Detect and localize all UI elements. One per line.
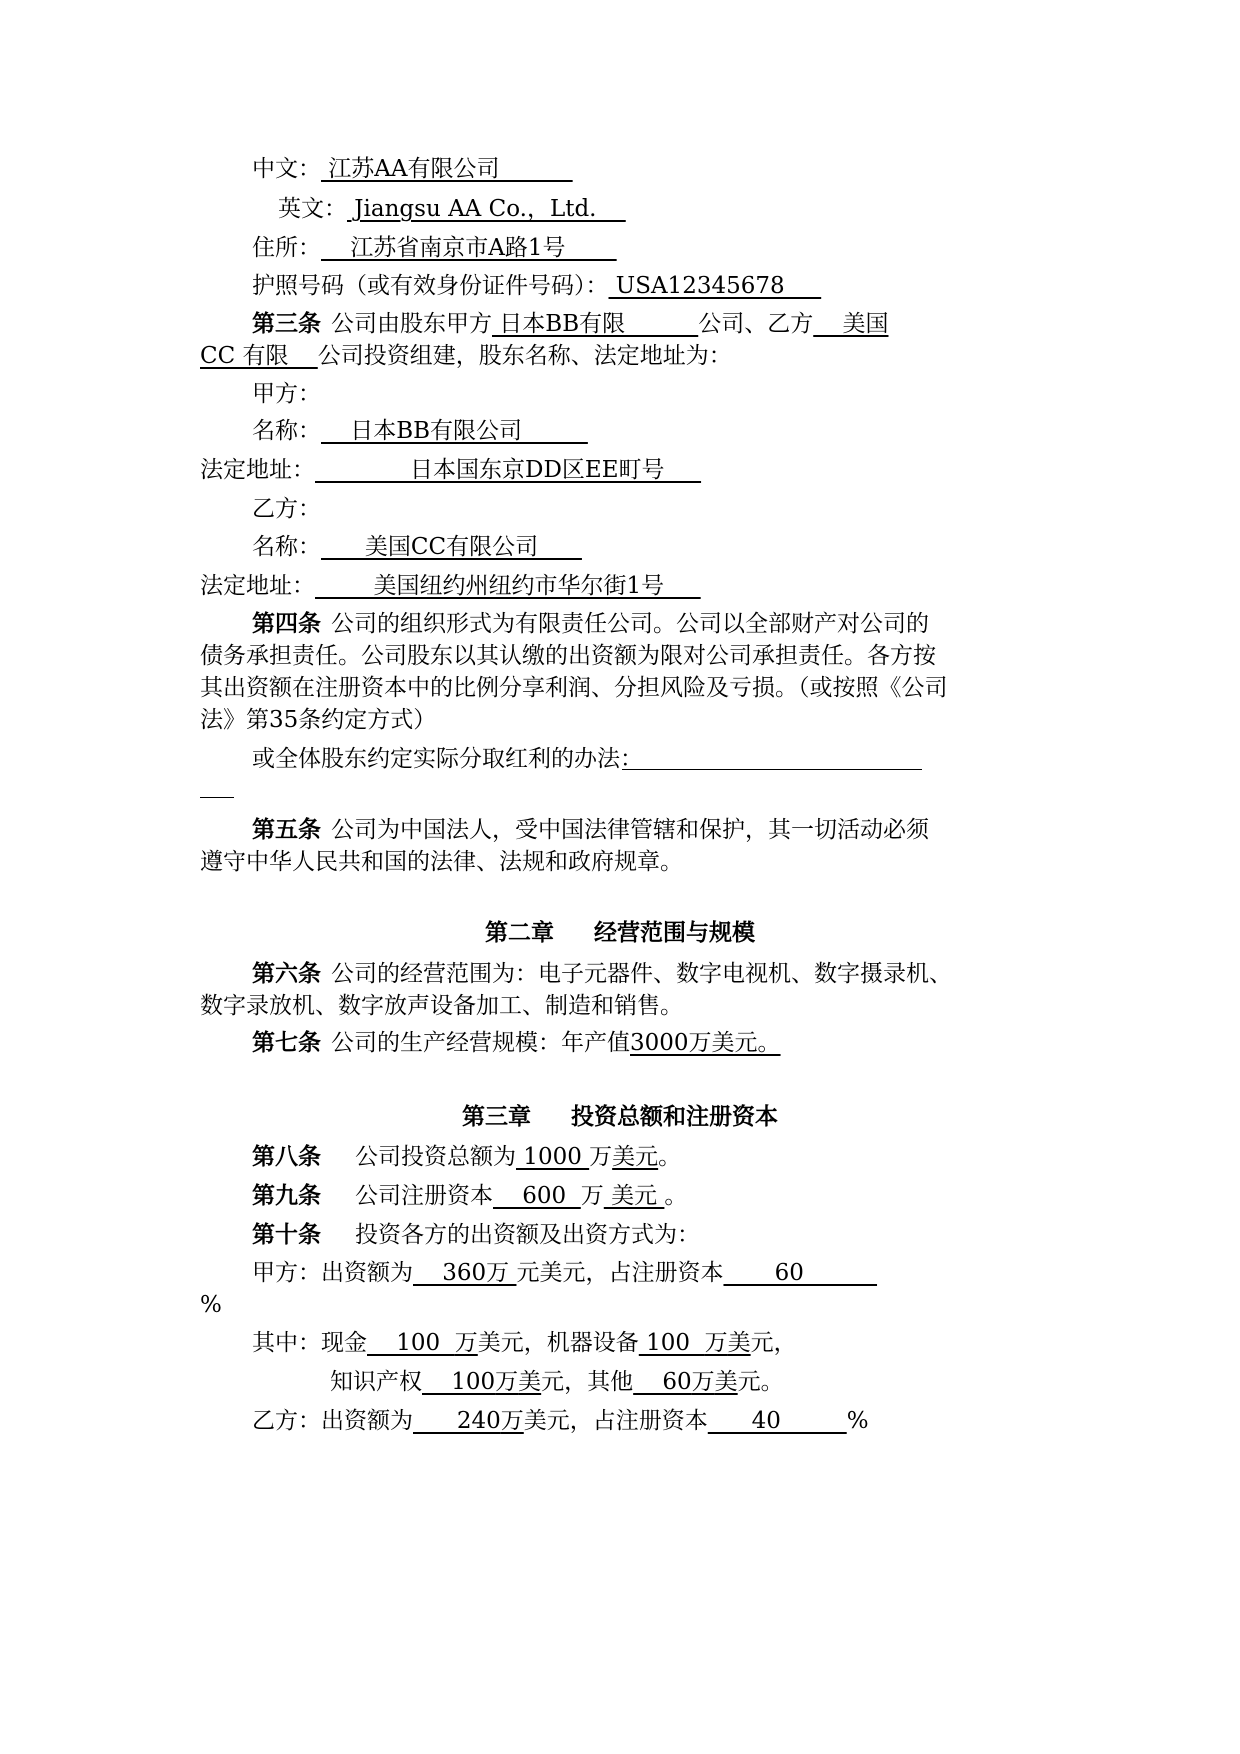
party-b-short-2: CC 有限 bbox=[200, 343, 318, 369]
en-label: 英文： bbox=[278, 196, 347, 222]
party-a-address: 日本国东京DD区EE町号 bbox=[315, 457, 702, 483]
party-b-amount: 240 bbox=[413, 1408, 501, 1434]
party-a-name: 日本BB有限公司 bbox=[321, 418, 588, 444]
article5-line2 bbox=[0, 846, 1240, 878]
article4-text-4: 法》第35条约定方式） bbox=[200, 707, 437, 733]
article10-text: 投资各方的出资额及出资方式为： bbox=[355, 1222, 700, 1248]
party-b-name-line bbox=[0, 531, 1240, 563]
breakdown-line2 bbox=[0, 1366, 1240, 1398]
chapter3-number: 第三章 bbox=[462, 1103, 531, 1130]
dividend-line bbox=[0, 743, 1240, 775]
article7-text: 公司的生产经营规模：年产值 bbox=[331, 1030, 630, 1056]
party-b-percent: 40 bbox=[707, 1408, 847, 1434]
article6-line1 bbox=[0, 958, 1240, 990]
cash-unit-a: 万 bbox=[454, 1330, 478, 1356]
chapter2-heading bbox=[0, 917, 1240, 949]
party-a-contribution-label: 甲方：出资额为 bbox=[252, 1260, 413, 1286]
article9-text: 公司注册资本 bbox=[355, 1183, 493, 1209]
article3-text-b: 公司、乙方 bbox=[698, 311, 814, 337]
party-b-label-line bbox=[0, 493, 1240, 525]
address-value: 江苏省南京市A路1号 bbox=[321, 235, 617, 261]
party-b-label: 乙方： bbox=[252, 496, 321, 522]
article4-text-3: 其出资额在注册资本中的比例分享利润、分担风险及亏损。（或按照《公司 bbox=[200, 675, 948, 701]
en-value: Jiangsu AA Co.，Ltd. bbox=[347, 196, 626, 222]
article3-title: 第三条 bbox=[252, 310, 321, 337]
ip-label: 知识产权 bbox=[330, 1369, 422, 1395]
party-b-address-line bbox=[0, 570, 1240, 602]
article10-line bbox=[0, 1219, 1240, 1251]
party-a-percent-line bbox=[0, 1289, 1240, 1321]
equipment-unit-c: 元， bbox=[750, 1330, 797, 1356]
article9-title: 第九条 bbox=[252, 1182, 321, 1209]
cash-unit-b: 美元，机器设备 bbox=[477, 1330, 639, 1356]
article4-text-2: 债务承担责任。公司股东以其认缴的出资额为限对公司承担责任。各方按 bbox=[200, 643, 936, 669]
passport-label: 护照号码（或有效身份证件号码）： bbox=[252, 273, 609, 299]
other-unit-c: 元。 bbox=[737, 1369, 784, 1395]
party-b-contribution-line bbox=[0, 1405, 1240, 1437]
party-a-label: 甲方： bbox=[252, 381, 321, 407]
party-a-address-line bbox=[0, 454, 1240, 486]
zh-label: 中文： bbox=[252, 156, 321, 182]
chapter2-number: 第二章 bbox=[485, 919, 554, 946]
party-b-unit-a: 万 bbox=[500, 1408, 524, 1434]
party-b-address: 美国纽约州纽约市华尔街1号 bbox=[315, 573, 701, 599]
article5-line1 bbox=[0, 814, 1240, 846]
chapter2-title: 经营范围与规模 bbox=[594, 919, 755, 946]
ip-unit-b: 美 bbox=[518, 1369, 542, 1395]
article8-unit-b: 美元 bbox=[612, 1144, 659, 1170]
zh-value: 江苏AA有限公司 bbox=[321, 156, 573, 182]
article9-end: 。 bbox=[664, 1183, 688, 1209]
address-label: 住所： bbox=[252, 235, 321, 261]
party-b-name: 美国CC有限公司 bbox=[321, 534, 582, 560]
article5-title: 第五条 bbox=[252, 816, 321, 843]
passport-line bbox=[0, 270, 1240, 302]
company-name-en-line bbox=[0, 193, 1240, 225]
party-b-name-label: 名称： bbox=[252, 534, 321, 560]
article9-line bbox=[0, 1180, 1240, 1212]
article5-text-1: 公司为中国法人，受中国法律管辖和保护，其一切活动必须 bbox=[331, 817, 929, 843]
article8-line bbox=[0, 1141, 1240, 1173]
address-line bbox=[0, 232, 1240, 264]
equipment-unit-b: 美 bbox=[727, 1330, 751, 1356]
article9-unit-b: 美元 bbox=[603, 1183, 665, 1209]
total-investment-value: 1000 bbox=[516, 1144, 590, 1170]
party-a-percent-sign: % bbox=[200, 1292, 222, 1318]
party-a-amount: 360万 bbox=[413, 1260, 517, 1286]
party-b-short-1: 美国 bbox=[813, 311, 889, 337]
equipment-unit-a: 万 bbox=[704, 1330, 728, 1356]
ip-unit-c: 元，其他 bbox=[541, 1369, 634, 1395]
article3-text-a: 公司由股东甲方 bbox=[331, 311, 492, 337]
party-a-percent: 60 bbox=[723, 1260, 878, 1286]
article4-line4 bbox=[0, 704, 1240, 736]
party-a-short: 日本BB有限 bbox=[492, 311, 699, 337]
article8-text: 公司投资总额为 bbox=[355, 1144, 516, 1170]
party-a-contribution-line bbox=[0, 1257, 1240, 1289]
chapter3-heading bbox=[0, 1101, 1240, 1133]
party-b-contribution-label: 乙方：出资额为 bbox=[252, 1408, 413, 1434]
party-a-address-label: 法定地址： bbox=[200, 457, 315, 483]
ip-value: 100 bbox=[422, 1369, 496, 1395]
chapter3-title: 投资总额和注册资本 bbox=[571, 1103, 778, 1130]
party-b-percent-sign: % bbox=[846, 1408, 869, 1434]
party-b-unit-b: 美元，占注册资本 bbox=[523, 1408, 708, 1434]
article6-title: 第六条 bbox=[252, 960, 321, 987]
article4-line1 bbox=[0, 608, 1240, 640]
equipment-value: 100 bbox=[638, 1330, 705, 1356]
article3-line2 bbox=[0, 340, 1240, 372]
article7-title: 第七条 bbox=[252, 1029, 321, 1056]
article9-unit-a: 万 bbox=[580, 1183, 604, 1209]
article6-line2 bbox=[0, 990, 1240, 1022]
other-unit-b: 美 bbox=[714, 1369, 738, 1395]
dividend-blank-line-cont bbox=[200, 797, 234, 798]
other-value: 60 bbox=[633, 1369, 692, 1395]
party-a-name-line bbox=[0, 415, 1240, 447]
ip-unit-a: 万 bbox=[495, 1369, 519, 1395]
passport-value: USA12345678 bbox=[608, 273, 822, 299]
article8-end: 。 bbox=[658, 1144, 682, 1170]
article10-title: 第十条 bbox=[252, 1221, 321, 1248]
article4-text-1: 公司的组织形式为有限责任公司。公司以全部财产对公司的 bbox=[331, 611, 929, 637]
article8-title: 第八条 bbox=[252, 1143, 321, 1170]
party-a-unit: 元美元，占注册资本 bbox=[516, 1260, 724, 1286]
article6-text-2: 数字录放机、数字放声设备加工、制造和销售。 bbox=[200, 993, 683, 1019]
article3-line1 bbox=[0, 308, 1240, 340]
article6-text-1: 公司的经营范围为：电子元器件、数字电视机、数字摄录机、 bbox=[331, 961, 952, 987]
company-name-zh-line bbox=[0, 153, 1240, 185]
article4-line3 bbox=[0, 672, 1240, 704]
dividend-blank-line bbox=[622, 769, 922, 770]
article4-title: 第四条 bbox=[252, 610, 321, 637]
article5-text-2: 遵守中华人民共和国的法律、法规和政府规章。 bbox=[200, 849, 683, 875]
party-a-label-line bbox=[0, 378, 1240, 410]
party-a-name-label: 名称： bbox=[252, 418, 321, 444]
among-label: 其中：现金 bbox=[252, 1330, 367, 1356]
cash-value: 100 bbox=[367, 1330, 455, 1356]
article7-value: 3000万美元。 bbox=[630, 1030, 781, 1056]
article4-line2 bbox=[0, 640, 1240, 672]
article7-line bbox=[0, 1027, 1240, 1059]
dividend-label: 或全体股东约定实际分取红利的办法： bbox=[252, 746, 643, 772]
breakdown-line1 bbox=[0, 1327, 1240, 1359]
registered-capital-value: 600 bbox=[493, 1183, 581, 1209]
party-b-address-label: 法定地址： bbox=[200, 573, 315, 599]
other-unit-a: 万 bbox=[691, 1369, 715, 1395]
article8-unit-a: 万 bbox=[589, 1144, 613, 1170]
article3-text-c: 公司投资组建，股东名称、法定地址为： bbox=[317, 343, 732, 369]
